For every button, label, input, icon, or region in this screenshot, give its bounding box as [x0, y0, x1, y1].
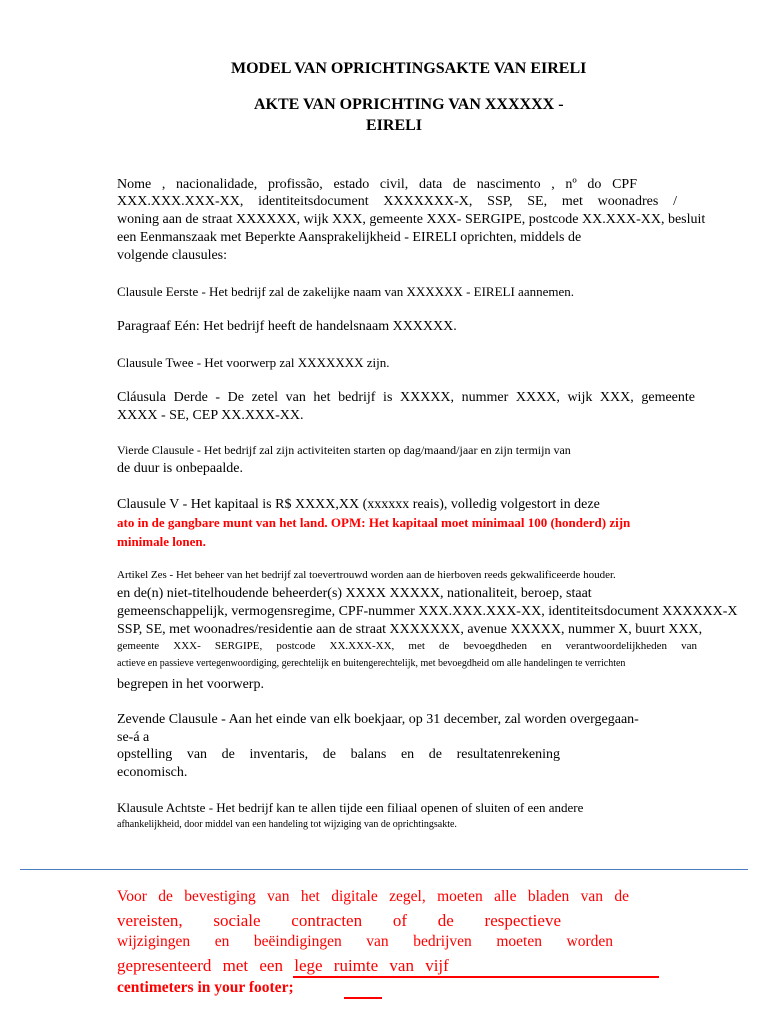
- intro-line: woning aan de straat XXXXXX, wijk XXX, gemeente XXX- SERGIPE, postcode XX.XXX-XX, besluit: [117, 212, 706, 227]
- blank-underline: [293, 976, 659, 978]
- intro-line: een Eenmanszaak met Beperkte Aansprakelijkheid - EIRELI oprichten, middels de: [117, 230, 582, 245]
- clause-seventh-line: se-á a: [117, 730, 150, 745]
- clause-eighth-line: afhankelijkheid, door middel van een handeling tot wijziging van de oprichtingsakte.: [117, 819, 457, 830]
- clause-sixth-line: gemeente XXX- SERGIPE, postcode XX.XXX-XX, met de bevoegdheden en verantwoordelijkheden van: [117, 640, 697, 652]
- clause-seventh-line: opstelling van de inventaris, de balans en de resultatenrekening: [117, 747, 560, 762]
- footer-notice-line: wijzigingen en beëindigingen van bedrijven moeten worden: [117, 933, 613, 950]
- document-subtitle-line2: EIRELI: [366, 117, 423, 134]
- clause-first: Clausule Eerste - Het bedrijf zal de zakelijke naam van XXXXXX - EIRELI aannemen.: [117, 284, 574, 299]
- clause-second: Clausule Twee - Het voorwerp zal XXXXXXX zijn.: [117, 355, 390, 370]
- clause-sixth-line: SSP, SE, met woonadres/residentie aan de straat XXXXXXX, avenue XXXXX, nummer X, buurt XXX,: [117, 622, 703, 637]
- clause-seventh-line: Zevende Clausule - Aan het einde van elk boekjaar, op 31 december, zal worden overgegaan-: [117, 712, 639, 727]
- paragraph-one: Paragraaf Eén: Het bedrijf heeft de handelsnaam XXXXXX.: [117, 319, 457, 334]
- clause-sixth-line: actieve en passieve vertegenwoordiging, gerechtelijk en buitengerechtelijk, met bevoegdheid om alle handelingen te verrichten: [117, 658, 626, 669]
- clause-third-line: XXXX - SE, CEP XX.XXX-XX.: [117, 408, 304, 423]
- intro-line: XXX.XXX.XXX-XX, identiteitsdocument XXXXXXX-X, SSP, SE, met woonadres /: [117, 194, 677, 209]
- intro-line: volgende clausules:: [117, 248, 228, 263]
- intro-line: Nome , nacionalidade, profissão, estado civil, data de nascimento , nº do CPF: [117, 177, 637, 192]
- footer-divider: [20, 869, 748, 870]
- clause-sixth-line: en de(n) niet-titelhoudende beheerder(s) XXXX XXXXX, nationaliteit, beroep, staat: [117, 586, 592, 601]
- clause-fifth-note: ato in de gangbare munt van het land. OPM: Het kapitaal moet minimaal 100 (honderd) zijn: [117, 515, 631, 530]
- clause-third-line: Cláusula Derde - De zetel van het bedrijf is XXXXX, nummer XXXX, wijk XXX, gemeente: [117, 390, 695, 405]
- clause-fifth: Clausule V - Het kapitaal is R$ XXXX,XX (xxxxxx reais), volledig volgestort in deze: [117, 497, 600, 512]
- footer-notice-line: vereisten, sociale contracten of de respectieve: [117, 911, 561, 930]
- clause-fourth-line: de duur is onbepaalde.: [117, 461, 243, 476]
- clause-eighth-line: Klausule Achtste - Het bedrijf kan te allen tijde een filiaal openen of sluiten of een andere: [117, 800, 584, 815]
- footer-notice-line: centimeters in your footer;: [117, 979, 294, 996]
- document-subtitle-line1: AKTE VAN OPRICHTING VAN XXXXXX -: [254, 96, 564, 113]
- footer-notice-line: gepresenteerd met een lege ruimte van vijf: [117, 956, 449, 975]
- clause-seventh-line: economisch.: [117, 765, 188, 780]
- clause-sixth-line: Artikel Zes - Het beheer van het bedrijf zal toevertrouwd worden aan de hierboven reeds gekwalificeerde houder.: [117, 569, 616, 581]
- footer-notice-line: Voor de bevestiging van het digitale zegel, moeten alle bladen van de: [117, 888, 629, 905]
- clause-fifth-note: minimale lonen.: [117, 534, 206, 549]
- clause-sixth-line: gemeenschappelijk, vermogensregime, CPF-nummer XXX.XXX.XXX-XX, identiteitsdocument XXXXXX-X: [117, 604, 738, 619]
- clause-fourth-line: Vierde Clausule - Het bedrijf zal zijn activiteiten starten op dag/maand/jaar en zijn termijn van: [117, 443, 571, 457]
- clause-sixth-line: begrepen in het voorwerp.: [117, 677, 264, 692]
- document-title: MODEL VAN OPRICHTINGSAKTE VAN EIRELI: [231, 60, 587, 77]
- blank-underline: [344, 997, 382, 999]
